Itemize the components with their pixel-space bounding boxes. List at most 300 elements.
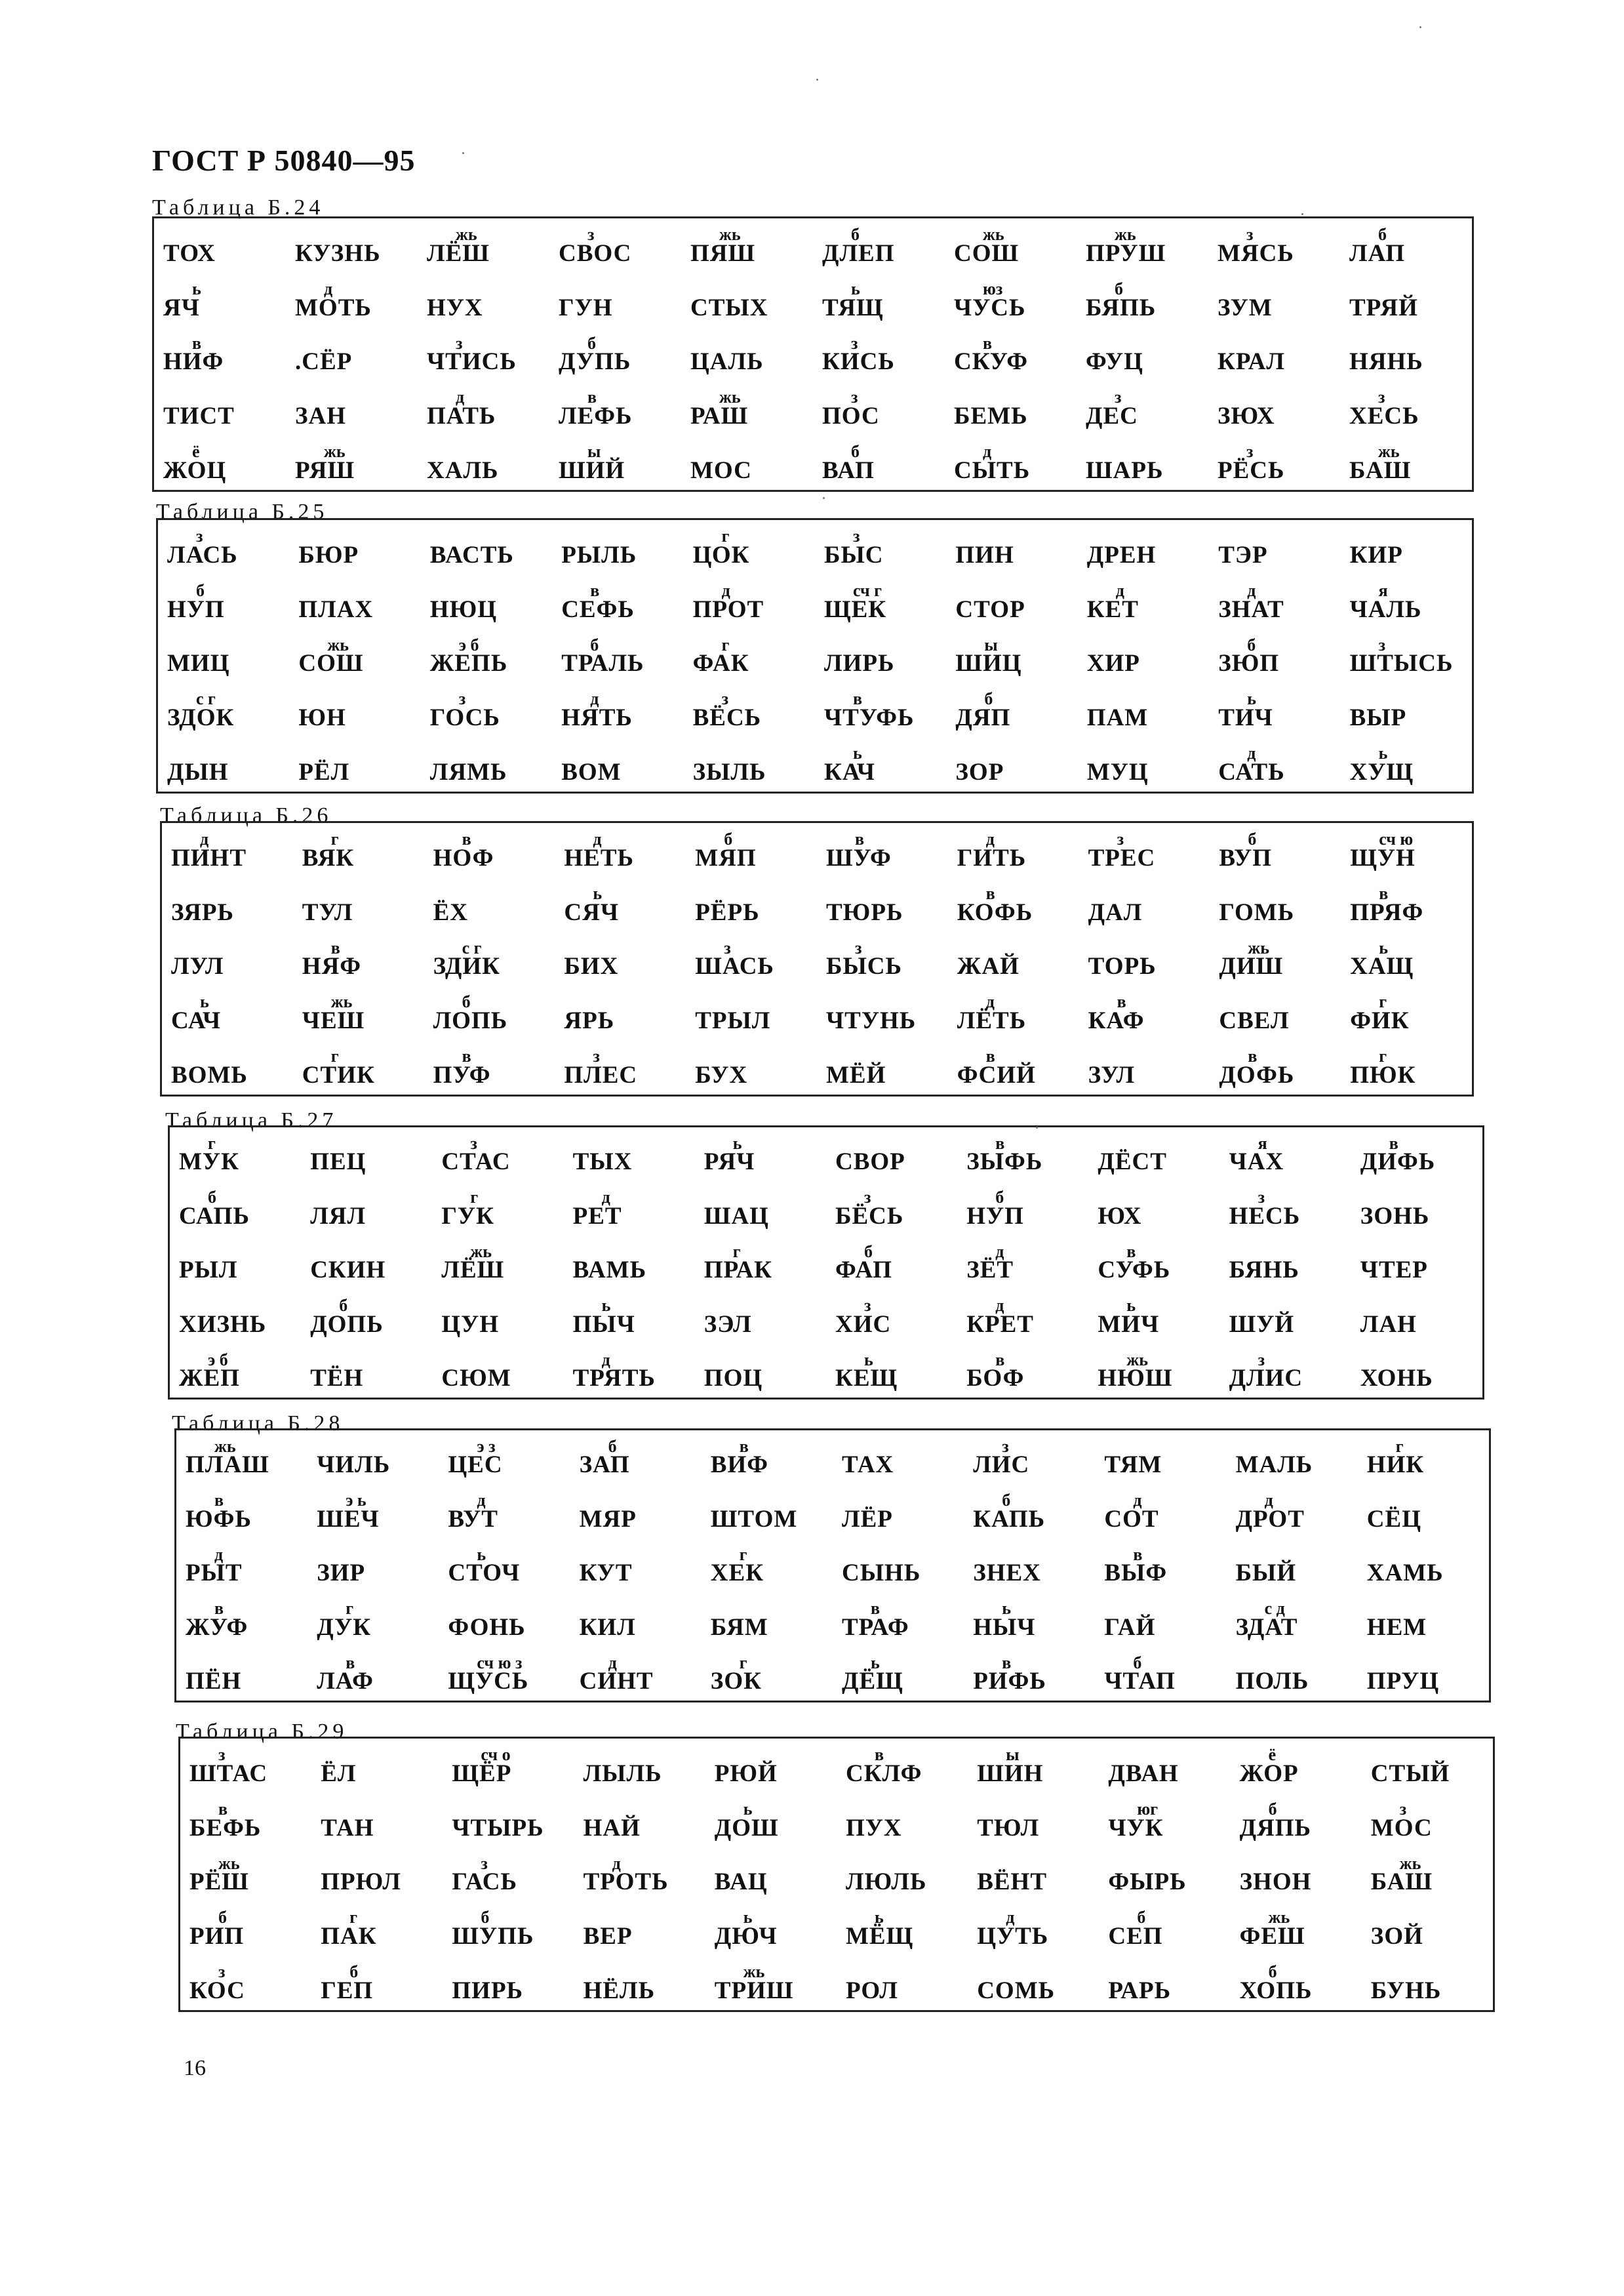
table-cell xyxy=(552,683,683,737)
table-caption: Таблица Б.26 xyxy=(160,803,332,828)
syllable-word: РЮЙ xyxy=(714,1760,778,1787)
syllable-word: ЮХ xyxy=(1098,1202,1142,1230)
syllable-word: ПЛАШ xyxy=(186,1451,269,1479)
table-cell xyxy=(154,327,286,382)
table-cell xyxy=(1362,1956,1493,2010)
syllable-word: СТАС xyxy=(441,1148,511,1176)
syllable-word: ЦОК xyxy=(692,541,750,569)
phoneme-mark: э б xyxy=(208,1350,228,1369)
table-cell xyxy=(1209,520,1340,574)
syllable-word: ЛЯМЬ xyxy=(429,758,507,786)
syllable-word: ЧЕШ xyxy=(302,1007,365,1035)
table-cell xyxy=(815,737,946,792)
phoneme-mark: жь xyxy=(327,635,349,655)
table-cell xyxy=(311,1793,443,1847)
table-cell xyxy=(686,1040,817,1095)
table-cell xyxy=(1231,1956,1362,2010)
syllable-word: ЛЁШ xyxy=(427,239,490,267)
table-cell xyxy=(964,1539,1095,1592)
table-cell xyxy=(293,1040,424,1095)
table-cell xyxy=(837,1956,968,2010)
phoneme-mark: д xyxy=(721,580,730,600)
table-cell xyxy=(574,1847,705,1902)
table-cell xyxy=(1210,1040,1341,1095)
table-cell xyxy=(702,1430,833,1484)
table-cell xyxy=(833,1539,964,1592)
syllable-word: ХИС xyxy=(835,1310,892,1338)
syllable-word: СЫТЬ xyxy=(954,456,1031,484)
syllable-word: ЦУТЬ xyxy=(977,1923,1049,1950)
syllable-word: ЛЁШ xyxy=(441,1257,505,1284)
table-cell xyxy=(289,737,420,792)
table-cell xyxy=(158,737,289,792)
phoneme-mark: в xyxy=(462,1047,471,1066)
table-cell xyxy=(549,435,681,490)
table-cell xyxy=(549,381,681,435)
table-cell xyxy=(549,327,681,382)
table-cell xyxy=(1209,629,1340,683)
syllable-word: ЧТЕР xyxy=(1360,1257,1428,1284)
syllable-word: ЩУН xyxy=(1350,844,1416,872)
table-cell xyxy=(837,1847,968,1902)
phoneme-mark: ь xyxy=(477,1544,486,1564)
table-caption: Таблица Б.25 xyxy=(156,500,328,524)
table-cell xyxy=(439,1484,570,1538)
table-cell xyxy=(301,1127,432,1181)
table-cell xyxy=(158,520,289,574)
table-cell xyxy=(564,1344,695,1398)
phoneme-mark: г xyxy=(470,1188,479,1207)
phoneme-mark: з xyxy=(1115,388,1122,407)
syllable-word: БЕМЬ xyxy=(954,403,1028,430)
phoneme-mark: э б xyxy=(458,635,479,655)
syllable-word: РЫЛ xyxy=(179,1257,238,1284)
syllable-word: ФУЦ xyxy=(1086,348,1143,376)
table-cell xyxy=(1078,683,1209,737)
syllable-word: ПЫЧ xyxy=(572,1310,635,1338)
table-cell xyxy=(686,932,817,986)
phoneme-mark: с д xyxy=(1264,1599,1285,1619)
table-cell xyxy=(432,1127,563,1181)
phoneme-mark: ь xyxy=(1379,938,1388,957)
phoneme-mark: д xyxy=(1247,744,1256,763)
syllable-word: ЗАП xyxy=(579,1451,630,1479)
syllable-word: ХАЩ xyxy=(1350,953,1414,980)
phoneme-mark: ь xyxy=(192,279,201,298)
table-cell xyxy=(681,435,813,490)
table-cell xyxy=(817,877,948,932)
syllable-word: ГОМЬ xyxy=(1219,898,1295,926)
table-cell xyxy=(564,1181,695,1235)
phoneme-mark: ь xyxy=(1002,1599,1011,1619)
syllable-word: СВЕЛ xyxy=(1219,1007,1290,1035)
syllable-word: ТУЛ xyxy=(302,898,353,926)
table-cell xyxy=(684,629,815,683)
table-cell xyxy=(1220,1289,1351,1343)
syllable-word: РЕТ xyxy=(572,1202,622,1230)
syllable-word: ДЕС xyxy=(1086,403,1138,430)
table-cell xyxy=(681,273,813,327)
table-cell xyxy=(1351,1181,1482,1235)
syllable-word: ПЛАХ xyxy=(298,595,374,623)
table-cell xyxy=(1358,1647,1489,1701)
table-cell xyxy=(162,823,293,877)
table-cell xyxy=(574,1793,705,1847)
syllable-word: РЯЧ xyxy=(703,1148,755,1176)
syllable-word: ТРОТЬ xyxy=(583,1868,669,1896)
syllable-word: КРАЛ xyxy=(1218,348,1285,376)
syllable-word: ЛОПЬ xyxy=(433,1007,508,1035)
phoneme-mark: ь xyxy=(732,1134,742,1153)
table-cell xyxy=(695,1127,826,1181)
syllable-word: ПРЯФ xyxy=(1350,898,1424,926)
syllable-word: ЧТИСЬ xyxy=(427,348,517,376)
syllable-word: РОЛ xyxy=(846,1977,898,2004)
table-cell xyxy=(421,683,552,737)
syllable-word: ДИФЬ xyxy=(1360,1148,1436,1176)
phoneme-mark: г xyxy=(208,1134,216,1153)
syllable-word: ЗНОН xyxy=(1239,1868,1312,1896)
syllable-word: БЯПЬ xyxy=(1086,294,1157,321)
table-cell xyxy=(307,1539,439,1592)
phoneme-mark: ы xyxy=(587,442,601,462)
table-cell xyxy=(570,1647,702,1701)
table-cell xyxy=(311,1847,443,1902)
phoneme-mark: д xyxy=(214,1544,224,1564)
table-cell xyxy=(964,1592,1095,1646)
table-cell xyxy=(443,1847,574,1902)
phoneme-mark: жь xyxy=(983,225,1004,244)
syllable-word: СОМЬ xyxy=(977,1977,1056,2004)
syllable-word: МИЦ xyxy=(167,650,230,677)
table-cell xyxy=(817,1040,948,1095)
syllable-word: СОШ xyxy=(298,650,364,677)
syllable-word: ФЕШ xyxy=(1239,1923,1305,1950)
table-cell xyxy=(552,520,683,574)
syllable-word: НЯТЬ xyxy=(561,704,633,732)
table-cell xyxy=(1099,1847,1230,1902)
phoneme-mark: я xyxy=(1258,1134,1267,1153)
table-cell xyxy=(158,683,289,737)
syllable-word: ТРИШ xyxy=(714,1977,794,2004)
syllable-word: МЯР xyxy=(579,1505,637,1533)
table-cell xyxy=(1358,1539,1489,1592)
syllable-word: МУК xyxy=(179,1148,239,1176)
table-cell xyxy=(555,823,686,877)
phoneme-mark: ь xyxy=(1378,744,1388,763)
table-cell xyxy=(570,1484,702,1538)
syllable-word: ТРЯТЬ xyxy=(572,1364,656,1392)
phoneme-mark: жь xyxy=(743,1962,765,1982)
syllable-word: ЗЮХ xyxy=(1218,403,1275,430)
table-cell xyxy=(1351,1289,1482,1343)
syllable-word: ПРОТ xyxy=(692,595,764,623)
table-cell xyxy=(957,1236,1088,1289)
phoneme-mark: б xyxy=(462,992,471,1012)
syllable-word: ТИСТ xyxy=(163,403,235,430)
syllable-word: БЯМ xyxy=(710,1613,768,1641)
table-cell xyxy=(311,1956,443,2010)
syllable-word: НЮЦ xyxy=(429,595,498,623)
table-cell xyxy=(424,932,555,986)
syllable-word: ЦАЛЬ xyxy=(690,348,764,376)
page-title: ГОСТ Р 50840—95 xyxy=(152,144,416,177)
phoneme-mark: г xyxy=(1379,992,1387,1012)
syllable-word: КОФЬ xyxy=(957,898,1033,926)
table-cell xyxy=(1077,218,1208,273)
table-cell xyxy=(1341,877,1472,932)
phoneme-mark: г xyxy=(732,1241,741,1261)
table-cell xyxy=(286,435,418,490)
syllable-word: ВОМ xyxy=(561,758,622,786)
table-cell xyxy=(813,218,945,273)
table-cell xyxy=(702,1539,833,1592)
table-cell xyxy=(555,1040,686,1095)
syllable-word: БЫСЬ xyxy=(826,953,902,980)
table-cell xyxy=(1220,1344,1351,1398)
phoneme-mark: в xyxy=(985,1047,995,1066)
syllable-word: СТЫХ xyxy=(690,294,768,321)
syllable-word: МУЦ xyxy=(1086,758,1149,786)
table-cell xyxy=(1340,381,1472,435)
syllable-word: ВАСТЬ xyxy=(429,541,514,569)
syllable-word: ПОЦ xyxy=(703,1364,763,1392)
table-cell xyxy=(549,218,681,273)
table-cell xyxy=(162,877,293,932)
table-cell xyxy=(1220,1181,1351,1235)
phoneme-mark: д xyxy=(608,1653,617,1672)
table-cell xyxy=(684,737,815,792)
phoneme-mark: б xyxy=(724,830,733,849)
syllable-word: ЛАФ xyxy=(317,1667,374,1695)
table-cell xyxy=(301,1236,432,1289)
table-cell xyxy=(705,1956,837,2010)
table-cell xyxy=(418,435,549,490)
phoneme-mark: в xyxy=(985,883,995,903)
syllable-word: ШИЦ xyxy=(955,650,1022,677)
syllable-word: ДАЛ xyxy=(1088,898,1143,926)
table-cell xyxy=(684,574,815,629)
syllable-word: ДЯП xyxy=(955,704,1011,732)
table-cell xyxy=(948,1040,1079,1095)
table-cell xyxy=(1077,327,1208,382)
syllable-word: ЛАСЬ xyxy=(167,541,238,569)
table-cell xyxy=(837,1739,968,1793)
syllable-word: БУХ xyxy=(695,1061,748,1089)
syllable-word: ПАМ xyxy=(1086,704,1149,732)
table-cell xyxy=(289,520,420,574)
table-cell xyxy=(1358,1592,1489,1646)
syllable-word: ТРАЛЬ xyxy=(561,650,644,677)
syllable-word: ШУЙ xyxy=(1229,1310,1295,1338)
phoneme-mark: б xyxy=(196,580,205,600)
syllable-word: ХАЛЬ xyxy=(427,456,499,484)
syllable-word: ХИЗНЬ xyxy=(179,1310,267,1338)
syllable-word: ЗНЕХ xyxy=(973,1560,1041,1587)
syllable-word: НОФ xyxy=(433,844,494,872)
scan-speck xyxy=(823,497,825,499)
syllable-word: ТЮЛ xyxy=(977,1814,1040,1842)
syllable-word: ЧАЛЬ xyxy=(1349,595,1422,623)
syllable-word: ТОРЬ xyxy=(1088,953,1157,980)
table-cell xyxy=(180,1847,311,1902)
table-cell xyxy=(1088,1289,1219,1343)
syllable-word: СВОР xyxy=(835,1148,905,1176)
phoneme-mark: б xyxy=(1115,279,1123,298)
phoneme-mark: г xyxy=(330,830,339,849)
table-cell xyxy=(162,1040,293,1095)
table-cell xyxy=(1341,520,1472,574)
syllable-word: ВЁНТ xyxy=(977,1868,1048,1896)
table-cell xyxy=(552,574,683,629)
syllable-word: ЗЁТ xyxy=(966,1257,1014,1284)
syllable-word: ДЯПЬ xyxy=(1239,1814,1312,1842)
phoneme-mark: в xyxy=(214,1491,224,1510)
table-cell xyxy=(826,1181,957,1235)
syllable-word: НЕТЬ xyxy=(564,844,634,872)
table-cell xyxy=(1341,1040,1472,1095)
syllable-word: ЖОЦ xyxy=(163,456,227,484)
syllable-word: ДРОТ xyxy=(1235,1505,1305,1533)
syllable-word: ВЫФ xyxy=(1104,1560,1168,1587)
syllable-word: ЗОР xyxy=(955,758,1004,786)
syllable-word: ПИРЬ xyxy=(452,1977,524,2004)
syllable-word: МЁЙ xyxy=(826,1061,886,1089)
phoneme-mark: э ь xyxy=(346,1491,366,1510)
phoneme-mark: б xyxy=(587,333,596,353)
syllable-word: НЮШ xyxy=(1098,1364,1173,1392)
table-cell xyxy=(564,1127,695,1181)
phoneme-mark: з xyxy=(456,333,463,353)
table-cell xyxy=(833,1647,964,1701)
syllable-word: ГАСЬ xyxy=(452,1868,517,1896)
syllable-word: ДОШ xyxy=(714,1814,779,1842)
syllable-word: ПОЛЬ xyxy=(1235,1667,1309,1695)
table-cell xyxy=(957,1127,1088,1181)
table-cell xyxy=(555,877,686,932)
syllable-word: НУХ xyxy=(427,294,483,321)
syllable-table xyxy=(168,1125,1484,1400)
syllable-word: НИК xyxy=(1366,1451,1425,1479)
syllable-word: ДВАН xyxy=(1108,1760,1179,1787)
table-cell xyxy=(180,1739,311,1793)
syllable-word: ЗДОК xyxy=(167,704,235,732)
syllable-word: ПАТЬ xyxy=(427,403,496,430)
syllable-word: ТОХ xyxy=(163,239,216,267)
phoneme-mark: з xyxy=(1246,442,1254,462)
syllable-table xyxy=(178,1737,1495,2012)
syllable-word: РАШ xyxy=(690,403,749,430)
syllable-word: ТРЯЙ xyxy=(1349,294,1418,321)
syllable-word: ВАМЬ xyxy=(572,1257,647,1284)
syllable-word: САПЬ xyxy=(179,1202,250,1230)
table-cell xyxy=(1088,1236,1219,1289)
syllable-word: КАЧ xyxy=(824,758,876,786)
table-cell xyxy=(552,737,683,792)
phoneme-mark: д xyxy=(995,1296,1004,1316)
syllable-word: ПРАК xyxy=(703,1257,772,1284)
table-cell xyxy=(1078,737,1209,792)
table-cell xyxy=(432,1181,563,1235)
syllable-word: ЗИР xyxy=(317,1560,366,1587)
table-cell xyxy=(695,1289,826,1343)
table-cell xyxy=(826,1344,957,1398)
syllable-word: ЗОЙ xyxy=(1370,1923,1423,1950)
table-cell xyxy=(1351,1127,1482,1181)
table-cell xyxy=(158,574,289,629)
phoneme-mark: жь xyxy=(1268,1908,1290,1927)
syllable-word: САТЬ xyxy=(1218,758,1285,786)
syllable-word: ТЭР xyxy=(1218,541,1268,569)
phoneme-mark: з xyxy=(864,1296,871,1316)
syllable-word: КИР xyxy=(1349,541,1403,569)
syllable-word: НЕСЬ xyxy=(1229,1202,1301,1230)
phoneme-mark: я xyxy=(1378,580,1388,600)
syllable-word: КИСЬ xyxy=(822,348,895,376)
syllable-word: ЗУЛ xyxy=(1088,1061,1136,1089)
syllable-word: ЧТЫРЬ xyxy=(452,1814,544,1842)
syllable-word: ЧТУНЬ xyxy=(826,1007,917,1035)
table-cell xyxy=(570,1430,702,1484)
scan-speck xyxy=(1419,26,1421,28)
table-cell xyxy=(1208,273,1340,327)
table-cell xyxy=(964,1430,1095,1484)
phoneme-mark: д xyxy=(985,830,995,849)
table-cell xyxy=(1341,932,1472,986)
table-cell xyxy=(439,1647,570,1701)
phoneme-mark: з xyxy=(1258,1350,1265,1369)
syllable-word: БЮР xyxy=(298,541,359,569)
syllable-word: ЗУМ xyxy=(1218,294,1273,321)
syllable-word: ДЁЩ xyxy=(842,1667,903,1695)
syllable-table xyxy=(156,518,1474,794)
table-cell xyxy=(1079,877,1210,932)
syllable-word: ПРУШ xyxy=(1086,239,1166,267)
table-cell xyxy=(1079,823,1210,877)
syllable-word: ТАН xyxy=(321,1814,374,1842)
syllable-word: СКУФ xyxy=(954,348,1028,376)
table-cell xyxy=(1099,1793,1230,1847)
table-cell xyxy=(293,877,424,932)
syllable-word: РЫТ xyxy=(186,1560,243,1587)
phoneme-mark: жь xyxy=(1248,938,1269,957)
syllable-word: ЯЧ xyxy=(163,294,200,321)
syllable-word: НЫЧ xyxy=(973,1613,1036,1641)
table-cell xyxy=(154,435,286,490)
syllable-word: ВАП xyxy=(822,456,875,484)
table-cell xyxy=(815,520,946,574)
table-cell xyxy=(945,218,1077,273)
syllable-word: ЖЕПЬ xyxy=(429,650,508,677)
syllable-word: ВИФ xyxy=(710,1451,769,1479)
syllable-word: ПЕЦ xyxy=(310,1148,366,1176)
table-cell xyxy=(948,986,1079,1040)
phoneme-mark: жь xyxy=(218,1853,240,1873)
table-cell xyxy=(1340,435,1472,490)
table-cell xyxy=(948,932,1079,986)
table-cell xyxy=(1078,629,1209,683)
syllable-word: РЁСЬ xyxy=(1218,456,1285,484)
table-cell xyxy=(705,1793,837,1847)
phoneme-mark: жь xyxy=(1378,442,1400,462)
phoneme-mark: в xyxy=(853,689,863,709)
table-cell xyxy=(1209,683,1340,737)
table-cell xyxy=(424,986,555,1040)
syllable-word: РЯШ xyxy=(295,456,355,484)
phoneme-mark: б xyxy=(1137,1908,1146,1927)
table-cell xyxy=(837,1793,968,1847)
table-cell xyxy=(432,1344,563,1398)
